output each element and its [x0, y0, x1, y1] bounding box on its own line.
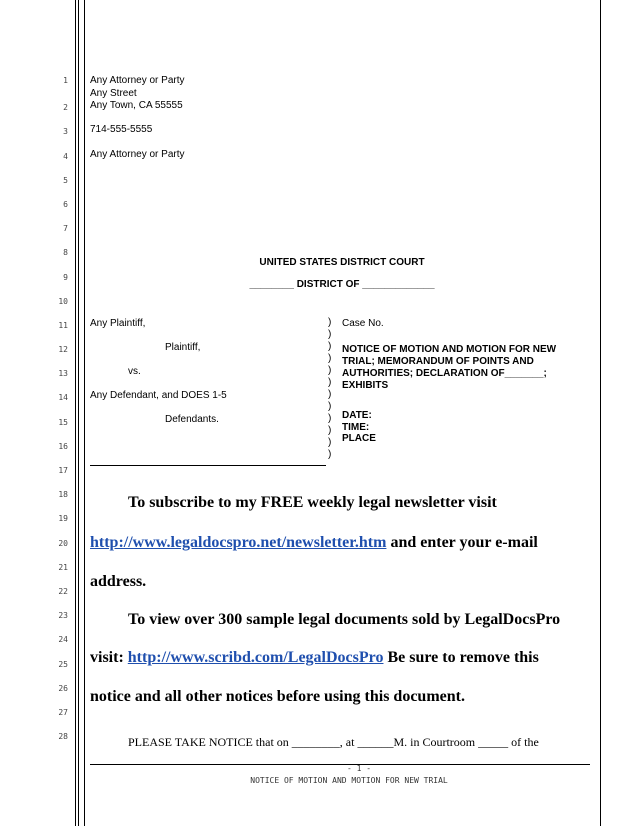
hearing-place: PLACE	[342, 433, 376, 444]
attorney-city: Any Town, CA 55555	[90, 100, 183, 111]
hearing-time: TIME:	[342, 422, 370, 433]
notice-p1-line1: To subscribe to my FREE weekly legal newsletter visit	[128, 494, 497, 511]
line-number: 12	[58, 345, 68, 354]
defendant-name: Any Defendant, and DOES 1-5	[90, 390, 227, 401]
attorney-street: Any Street	[90, 88, 137, 99]
margin-rule-left-outer	[75, 0, 76, 826]
notice-p2-line2-rest: Be sure to remove this	[383, 649, 539, 666]
line-number: 26	[58, 684, 68, 693]
line-number: 6	[63, 200, 68, 209]
caption-underline	[90, 465, 326, 466]
line-number: 20	[58, 539, 68, 548]
line-number: 1	[63, 76, 68, 85]
line-number: 28	[58, 732, 68, 741]
paren: )	[328, 353, 332, 364]
line-number: 10	[58, 297, 68, 306]
scribd-link[interactable]: http://www.scribd.com/LegalDocsPro	[127, 649, 384, 666]
line-number: 9	[63, 273, 68, 282]
notice-p2-line3: notice and all other notices before using this document.	[90, 688, 465, 705]
paren: )	[328, 437, 332, 448]
line-number: 24	[58, 635, 68, 644]
versus: vs.	[128, 366, 141, 377]
margin-rule-left-inner	[78, 0, 79, 826]
line-number: 27	[58, 708, 68, 717]
line-number: 11	[58, 321, 68, 330]
margin-rule-right	[600, 0, 601, 826]
paren: )	[328, 401, 332, 412]
body-paragraph-start: PLEASE TAKE NOTICE that on ________, at ______M. in Courtroom _____ of the	[128, 735, 539, 749]
attorney-for: Any Attorney or Party	[90, 149, 185, 160]
line-number: 13	[58, 369, 68, 378]
line-number: 2	[63, 103, 68, 112]
line-number: 21	[58, 563, 68, 572]
line-number: 17	[58, 466, 68, 475]
paren: )	[328, 413, 332, 424]
notice-p2-line1: To view over 300 sample legal documents sold by LegalDocsPro	[128, 611, 561, 628]
line-number: 14	[58, 393, 68, 402]
hearing-date: DATE:	[342, 410, 372, 421]
line-number: 4	[63, 152, 68, 161]
line-number: 16	[58, 442, 68, 451]
case-number: Case No.	[342, 318, 384, 329]
line-number: 15	[58, 418, 68, 427]
paren: )	[328, 329, 332, 340]
plaintiff-name: Any Plaintiff,	[90, 318, 146, 329]
margin-rule-left-text	[84, 0, 85, 826]
paren: )	[328, 425, 332, 436]
line-number: 3	[63, 127, 68, 136]
court-name: UNITED STATES DISTRICT COURT	[259, 257, 425, 268]
notice-p2-prefix: visit:	[90, 649, 128, 666]
document-title: NOTICE OF MOTION AND MOTION FOR NEW TRIAL; MEMORANDUM OF POINTS AND AUTHORITIES; DECLARATION OF_______; EXHIBITS	[342, 344, 557, 391]
notice-p1-line3: address.	[90, 573, 147, 590]
newsletter-link[interactable]: http://www.legaldocspro.net/newsletter.htm	[90, 534, 387, 551]
paren: )	[328, 389, 332, 400]
paren: )	[328, 377, 332, 388]
plaintiff-role: Plaintiff,	[165, 342, 201, 353]
paren: )	[328, 341, 332, 352]
line-number: 23	[58, 611, 68, 620]
attorney-name: Any Attorney or Party	[90, 75, 185, 86]
page-number: - 1 -	[346, 764, 372, 773]
notice-p1-line2-rest: and enter your e-mail	[386, 534, 538, 551]
attorney-phone: 714-555-5555	[90, 124, 153, 135]
notice-p1-line2	[90, 534, 538, 552]
line-number: 18	[58, 490, 68, 499]
line-number: 22	[58, 587, 68, 596]
paren: )	[328, 449, 332, 460]
line-number: 5	[63, 176, 68, 185]
paren: )	[328, 365, 332, 376]
line-number: 19	[58, 514, 68, 523]
defendant-role: Defendants.	[165, 414, 219, 425]
line-number: 7	[63, 224, 68, 233]
line-number: 25	[58, 660, 68, 669]
court-district: ________ DISTRICT OF _____________	[249, 279, 435, 290]
notice-p2-line2	[90, 649, 539, 667]
paren: )	[328, 317, 332, 328]
footer-title: NOTICE OF MOTION AND MOTION FOR NEW TRIAL	[250, 776, 448, 785]
line-number: 8	[63, 248, 68, 257]
